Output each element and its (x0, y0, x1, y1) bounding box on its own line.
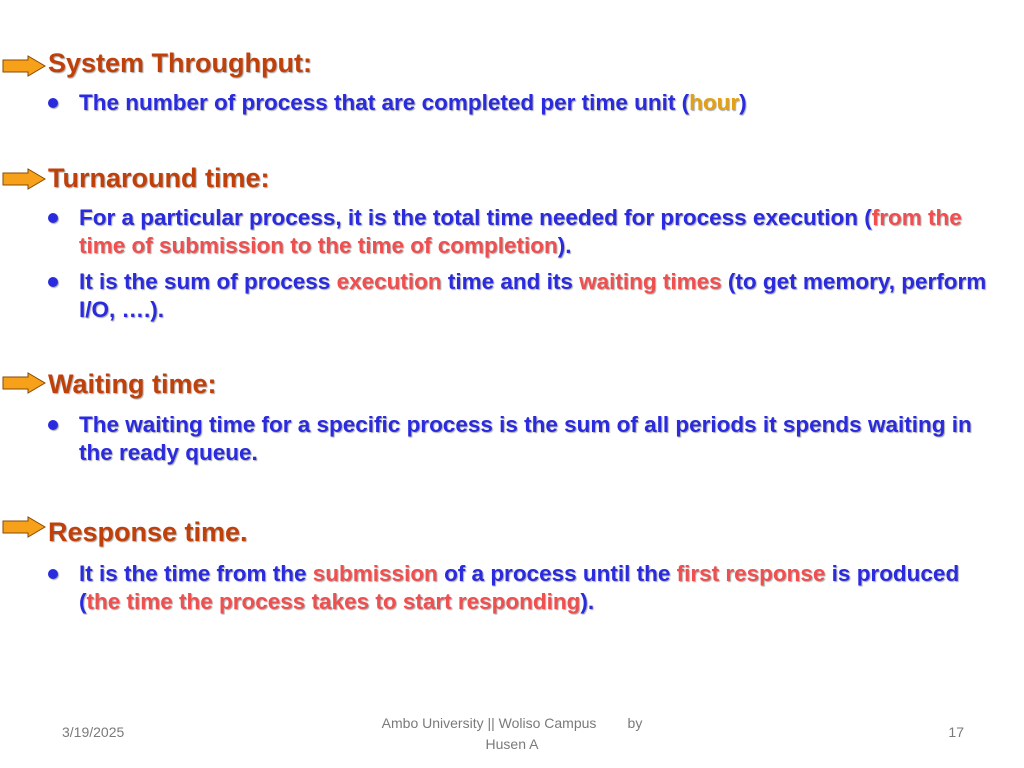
bullet-text: For a particular process, it is the total time needed for process execution (from the time of submission to the time of completion). (79, 205, 962, 258)
bullet-text: The waiting time for a specific process is the sum of all periods it spends waiting in the ready queue. (79, 412, 972, 465)
highlight-phrase: from the time of submission to the time of completion (79, 205, 962, 258)
section-heading: Response time. (48, 517, 248, 547)
highlight-word: hour (689, 90, 740, 115)
bullet-text: The number of process that are completed per time unit (hour) (79, 90, 747, 115)
footer-date: 3/19/2025 (62, 724, 125, 740)
footer-center-text (330, 713, 694, 755)
bullet-dot-icon (48, 420, 58, 430)
highlight-word: submission (312, 561, 438, 586)
bullet-dot-icon (48, 98, 58, 108)
highlight-word: execution (336, 269, 442, 294)
highlight-phrase: first response (676, 561, 826, 586)
bullet-dot-icon (48, 569, 58, 579)
arrow-right-icon (2, 372, 46, 394)
arrow-right-icon (2, 516, 46, 538)
section-heading: Turnaround time: (48, 163, 270, 193)
arrow-right-icon (2, 168, 46, 190)
highlight-phrase: waiting times (579, 269, 722, 294)
highlight-phrase: the time the process takes to start responding (86, 589, 581, 614)
footer-institution: Ambo University || Woliso Campus by (381, 715, 643, 731)
section-heading: Waiting time: (48, 369, 217, 399)
footer-author: Husen A (485, 736, 539, 752)
arrow-right-icon (2, 55, 46, 77)
bullet-text: It is the time from the submission of a process until the first response is produced (the time the process takes to start responding). (79, 561, 960, 614)
bullet-dot-icon (48, 277, 58, 287)
section-heading: System Throughput: (48, 48, 312, 78)
bullet-text: It is the sum of process execution time and its waiting times (to get memory, perform I/O, ….). (79, 269, 987, 322)
bullet-dot-icon (48, 213, 58, 223)
slide-number: 17 (948, 724, 964, 740)
